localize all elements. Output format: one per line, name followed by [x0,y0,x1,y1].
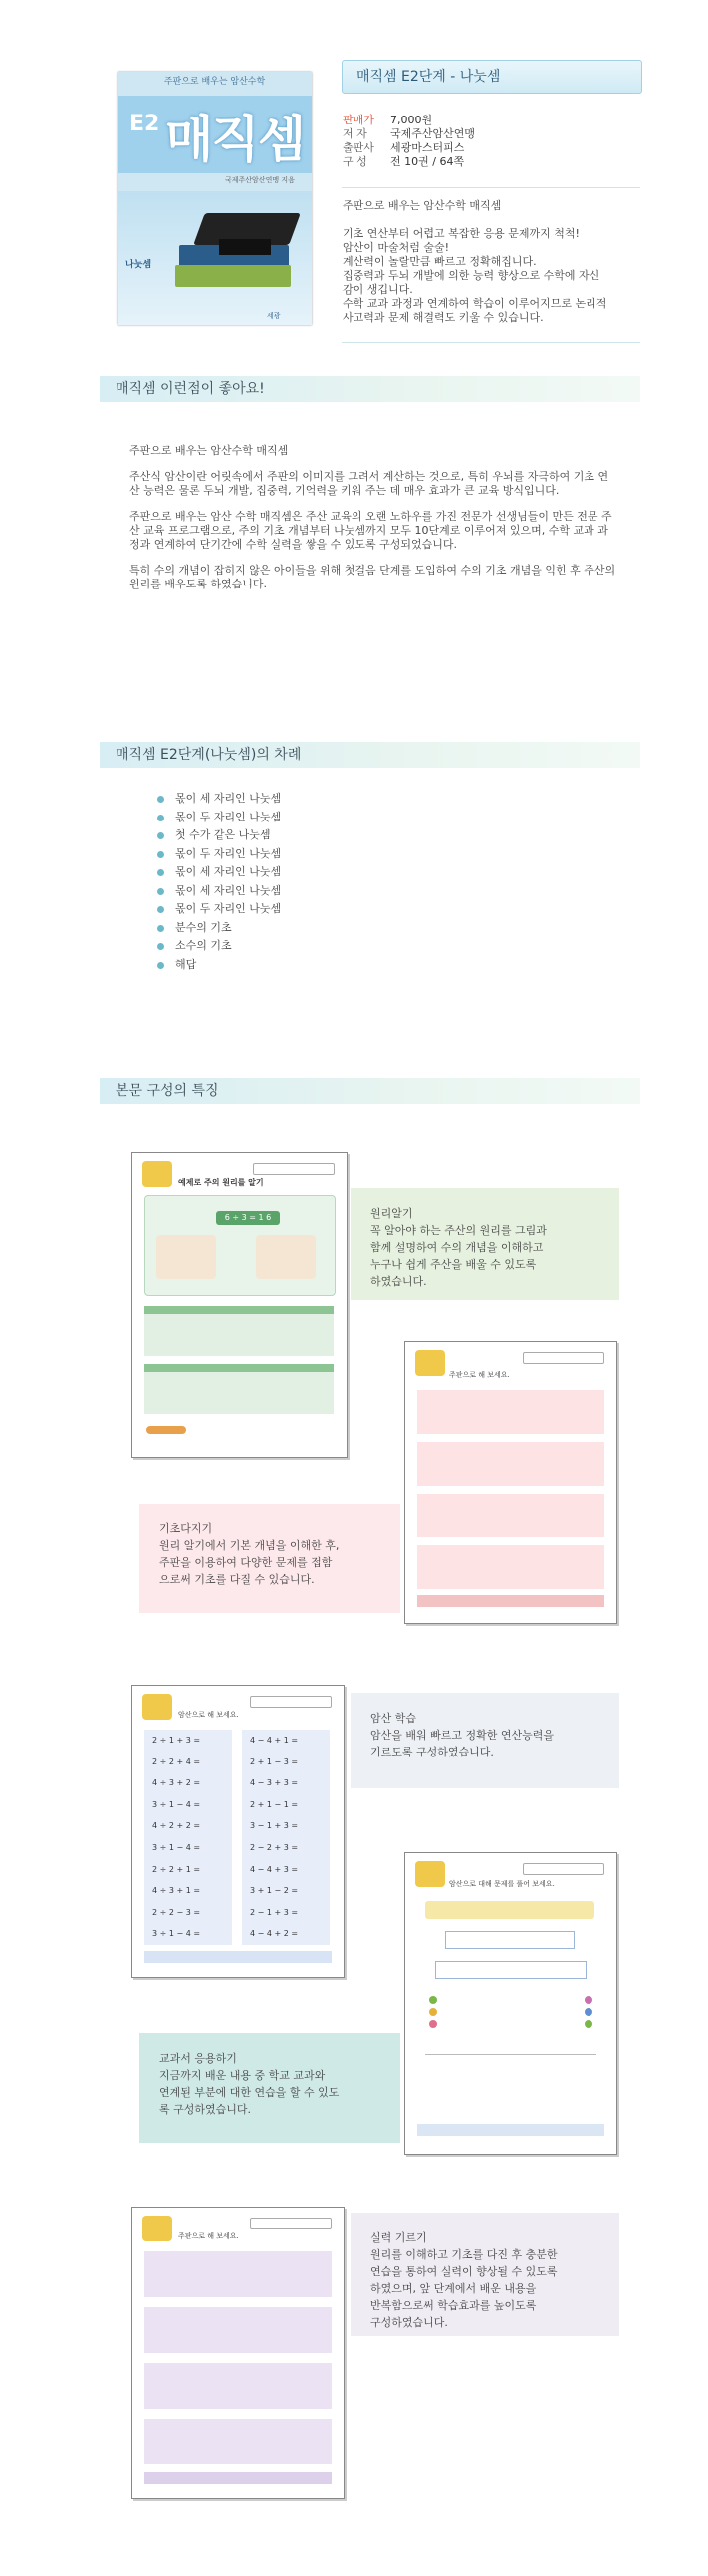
desc-line: 집중력과 두뇌 개발에 의한 능력 향상으로 수학에 자신 [343,269,600,282]
composition-label: 구 성 [343,155,367,168]
exercise-grid [417,1545,604,1589]
feature-line: 지금까지 배운 내용 중 학교 교과와 [159,2069,326,2082]
principle-formula: 6 ÷ 3 = 1 6 [216,1211,280,1225]
mental-item: 2 ÷ 2 + 4 = [152,1756,201,1766]
feature-line: 누구나 쉽게 주산을 배울 수 있도록 [370,1258,537,1271]
match-dot [585,2008,592,2016]
feature-line: 록 구성하였습니다. [159,2103,252,2116]
divider [342,187,640,188]
exercise-header [144,1364,334,1372]
cover-top-text: 주판으로 배우는 암산수학 [163,77,266,87]
page-info-box [250,1696,332,1708]
toc-item: 몫이 세 자리인 나눗셈 [157,790,281,809]
intro-paragraph: 주산식 암산이란 어릿속에서 주판의 이미지를 그려서 계산하는 것으로, 특히 우뇌를 자극하여 기초 연산 능력은 물론 두뇌 개발, 집중력, 기억력을 키워 주는 데 매우 효과가 큰 교육 방식입니다. [129,470,609,497]
feature-textbook [139,2033,400,2143]
toc-item: 해답 [157,956,281,975]
mascot-icon [142,1161,172,1187]
toc-item: 분수의 기초 [157,919,281,938]
graduation-cap-base [219,239,271,255]
mental-item: 2 ÷ 2 − 3 = [152,1907,201,1917]
mascot-icon [415,1350,445,1376]
intro-text [129,444,617,603]
mental-item: 2 + 1 − 1 = [250,1799,299,1809]
product-info [343,114,475,169]
sample-page-skills [131,2207,345,2499]
publisher-label: 출판사 [343,141,374,154]
price-value: 7,000원 [390,114,433,126]
exercise-grid [144,2419,332,2464]
feature-line: 함께 설명하여 수의 개념을 이해하고 [370,1241,544,1254]
match-dot [429,1996,437,2004]
mental-item: 4 − 4 + 3 = [250,1864,299,1874]
mental-item: 4 ÷ 2 + 2 = [152,1821,201,1831]
exercise-header [144,1306,334,1314]
toc-item: 소수의 기초 [157,937,281,956]
abacus-illustration [156,1235,216,1279]
exercise-grid [144,2307,332,2353]
intro-paragraph: 주판으로 배우는 암산수학 매직셈 [129,444,289,457]
mental-item: 3 ÷ 1 − 4 = [152,1929,201,1939]
page-info-box [250,2218,332,2229]
intro-paragraph: 특히 수의 개념이 잡히지 않은 아이들을 위해 첫걸음 단계를 도입하여 수의 기초 개념을 익힌 후 주산의 원리를 배우도록 하였습니다. [129,564,616,590]
page-info-box [523,1352,604,1364]
feature-title: 실력 기르기 [370,2231,427,2244]
sample-page-basics [404,1341,617,1624]
feature-skills [351,2213,619,2336]
exercise-grid [417,1494,604,1537]
mental-item: 3 − 1 + 3 = [250,1821,299,1831]
match-dot [585,1996,592,2004]
mental-list-right [242,1730,330,1945]
cover-book-green [175,265,291,287]
toc-item: 첫 수가 같은 나눗셈 [157,826,281,845]
feature-line: 하였으며, 앞 단계에서 배운 내용을 [370,2282,537,2295]
desc-title: 주판으로 배우는 암산수학 매직셈 [343,199,502,212]
match-dot [585,2020,592,2028]
mental-item: 4 ÷ 3 + 2 = [152,1778,201,1788]
page-heading: 암산으로 대해 문제를 풀어 보세요. [449,1880,555,1888]
feature-title: 기초다지기 [159,1522,213,1535]
score-bar [417,2124,604,2136]
section-title: 매직셈 이런점이 좋아요! [116,381,265,397]
section-title: 본문 구성의 특징 [116,1083,219,1099]
book-cover [118,72,312,325]
match-dot [429,2020,437,2028]
author-label: 저 자 [343,127,367,140]
mascot-icon [142,2216,172,2241]
feature-line: 연계된 부분에 대한 연습을 할 수 있도 [159,2086,340,2099]
exercise-grid [417,1442,604,1486]
abacus-illustration [256,1235,316,1279]
exercise-grid [417,1390,604,1434]
table-of-contents [157,790,281,974]
feature-title: 교과서 응용하기 [159,2052,237,2065]
feature-line: 기르도록 구성하였습니다. [370,1746,494,1758]
desc-line: 기초 연산부터 어렵고 복잡한 응용 문제까지 척척! [343,227,580,240]
desc-line: 수학 교과 과정과 연계하여 학습이 이루어지므로 논리적 [343,297,607,310]
toc-item: 몫이 세 자리인 나눗셈 [157,863,281,882]
number-cards [435,1961,587,1979]
toc-item: 몫이 두 자리인 나눗셈 [157,809,281,827]
page-heading: 예제로 주의 원리를 알기 [178,1178,264,1187]
answer-box [445,1931,575,1949]
product-title-bar [342,60,642,94]
feature-line: 원리를 이해하고 기초를 다진 후 충분한 [370,2248,558,2261]
toc-item: 몫이 두 자리인 나눗셈 [157,845,281,864]
feature-line: 연습을 통하여 실력이 향상될 수 있도록 [370,2265,558,2278]
coin-row [425,1901,594,1919]
mental-list-items [144,1730,232,1945]
price-label: 판매가 [343,114,374,126]
mental-list-items [242,1730,330,1945]
product-description [343,199,641,325]
mascot-icon [415,1861,445,1887]
pencil-icon [146,1426,186,1434]
cover-brand: 세광 [267,312,281,320]
page-heading: 주판으로 해 보세요. [449,1371,510,1379]
mental-item: 2 − 2 + 3 = [250,1842,299,1852]
feature-line: 암산을 배워 빠르고 정확한 연산능력을 [370,1729,555,1742]
score-bar [417,1595,604,1607]
product-title: 매직셈 E2단계 - 나눗셈 [356,69,501,85]
mental-item: 3 ÷ 1 − 4 = [152,1842,201,1852]
sample-page-mental-math [131,1685,345,1978]
mental-item: 2 − 1 + 3 = [250,1907,299,1917]
exercise-grid [144,2251,332,2297]
page-info-box [523,1863,604,1875]
feature-line: 원리 알기에서 기본 개념을 이해한 후, [159,1539,340,1552]
page-info-box [253,1163,335,1175]
feature-line: 반복함으로써 학습효과를 높이도록 [370,2299,537,2312]
toc-item: 몫이 세 자리인 나눗셈 [157,882,281,901]
match-dot [429,2008,437,2016]
desc-line: 계산력이 놀랄만큼 빠르고 정확해집니다. [343,255,537,268]
desc-line: 사고력과 문제 해결력도 키울 수 있습니다. [343,311,544,324]
mental-list-left [144,1730,232,1945]
feature-title: 암산 학습 [370,1712,417,1725]
feature-mental-math [351,1693,619,1788]
publisher-value: 세광마스터피스 [390,141,465,154]
mental-item: 2 + 1 − 3 = [250,1756,299,1766]
mental-item: 4 − 4 + 1 = [250,1736,299,1745]
feature-principle [351,1188,619,1300]
feature-line: 으로써 기초를 다질 수 있습니다. [159,1573,315,1586]
feature-title: 원리알기 [370,1207,413,1220]
desc-line: 감이 생깁니다. [343,283,413,296]
sample-page-textbook [404,1852,617,2155]
score-bar [144,1951,332,1963]
cover-level: E2 [129,112,160,136]
feature-line: 주판을 이용하여 다양한 문제를 접함 [159,1556,333,1569]
desc-line: 암산이 마술처럼 술술! [343,241,450,254]
cover-title: 매직셈 [165,111,304,168]
feature-line: 구성하였습니다. [370,2316,448,2329]
feature-line: 꼭 알아야 하는 주산의 원리를 그림과 [370,1224,547,1237]
mascot-icon [142,1694,172,1720]
page-heading: 주판으로 해 보세요. [178,2232,239,2240]
sample-page-principle [131,1152,348,1458]
feature-line: 하였습니다. [370,1275,427,1288]
mental-item: 3 + 1 − 2 = [250,1886,299,1896]
section-header-features [100,1078,640,1104]
score-bar [144,2472,332,2484]
exercise-grid [144,2363,332,2409]
author-value: 국제주산암산연맹 [390,127,476,140]
feature-basics [139,1504,400,1613]
intro-paragraph: 주판으로 배우는 암산 수학 매직셈은 주산 교육의 오랜 노하우를 가진 전문가 선생님들이 만든 전문 주산 교육 프로그램으로, 주의 기초 개념부터 나눗셈까지 모두 10단계로 이루어져 있으며, 수학 교과 과정과 연계하여 단기간에 수학 실력을 쌓을 수 있도록 구성되었습니다. [129,510,612,551]
page-heading: 암산으로 해 보세요. [178,1711,239,1719]
toc-item: 몫이 두 자리인 나눗셈 [157,900,281,919]
mental-item: 4 − 3 + 3 = [250,1778,299,1788]
cover-side-text: 나눗셈 [125,260,152,270]
column-arithmetic [425,2054,596,2105]
mental-item: 3 ÷ 1 − 4 = [152,1799,201,1809]
divider [342,342,640,343]
mental-item: 4 − 4 + 2 = [250,1929,299,1939]
matching-exercise [429,1992,592,2032]
mental-item: 2 ÷ 1 + 3 = [152,1736,201,1745]
mental-item: 2 ÷ 2 + 1 = [152,1864,201,1874]
composition-value: 전 10권 / 64쪽 [390,155,465,168]
section-header-contents [100,742,640,768]
mental-item: 4 ÷ 3 + 1 = [152,1886,201,1896]
section-title: 매직셈 E2단계(나눗셈)의 차례 [116,747,302,763]
cover-publisher: 국제주산암산연맹 지음 [225,176,295,184]
section-header-advantages [100,376,640,402]
